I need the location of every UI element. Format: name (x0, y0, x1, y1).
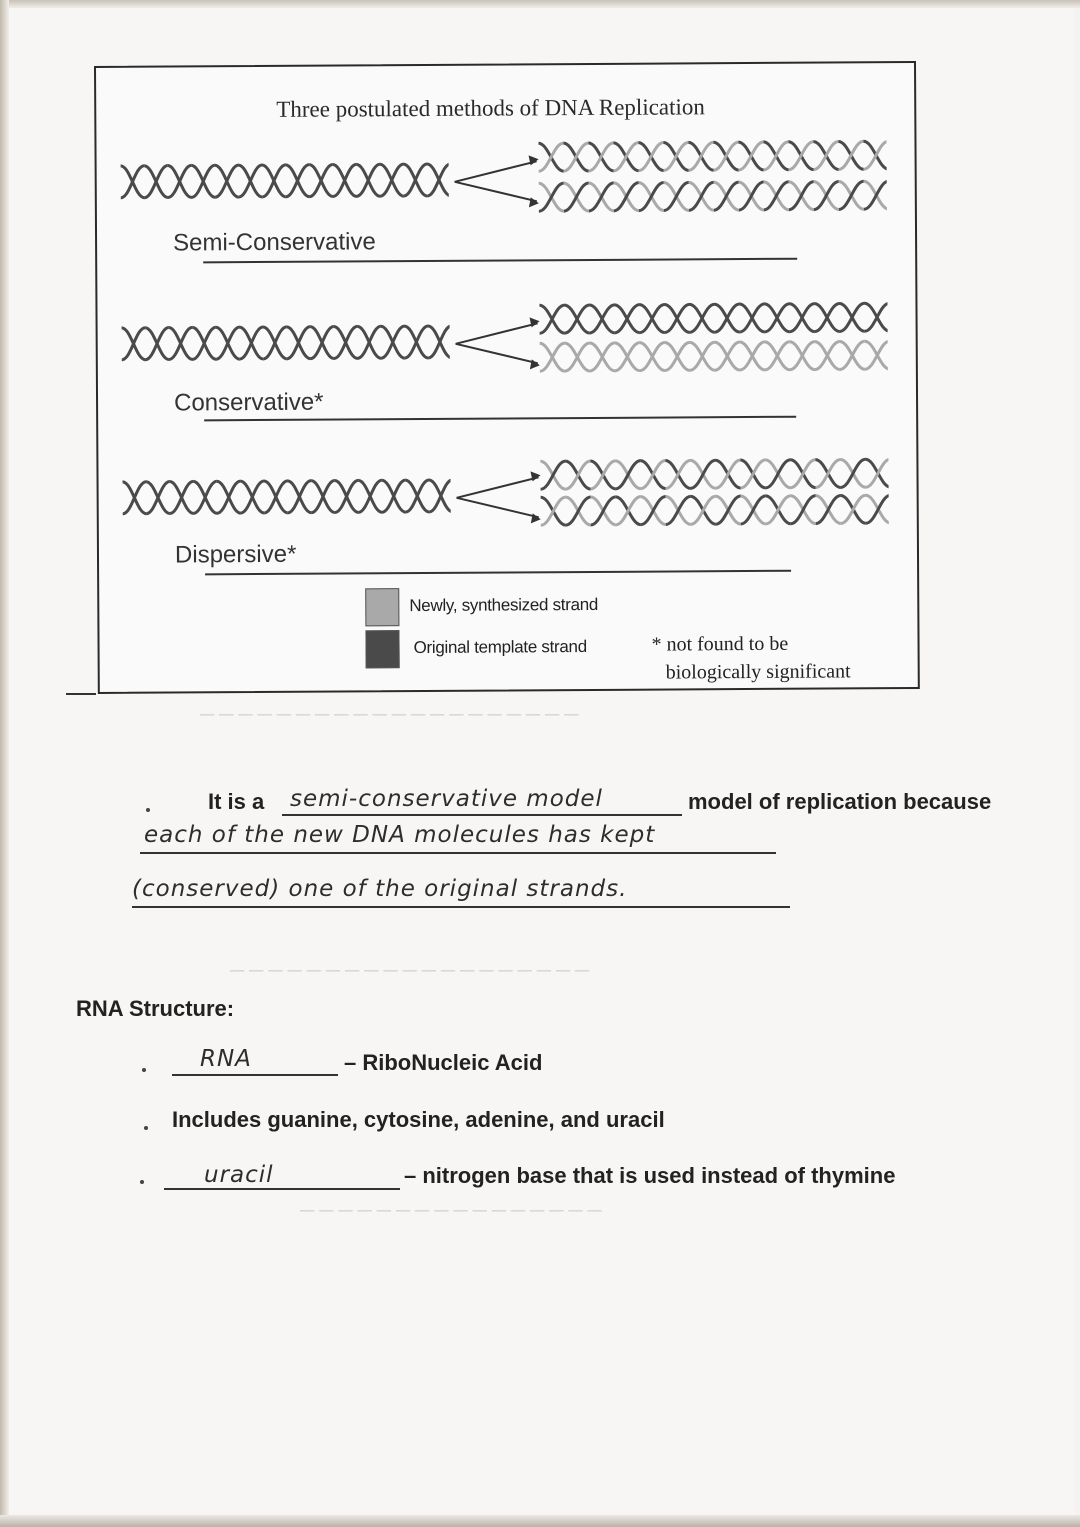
helix-strand (564, 305, 589, 333)
paper-edge-bottom (0, 1515, 1080, 1527)
helix-strand (766, 496, 791, 524)
helix-strand (663, 142, 688, 170)
helix-strand (665, 342, 690, 370)
helix-strand (664, 182, 689, 210)
helix-strand (765, 460, 790, 488)
helix-strand (215, 165, 239, 197)
helix-strand (839, 181, 864, 209)
helix-strand (715, 460, 740, 488)
parent-helix-conservative (120, 320, 450, 366)
replication-line-2: each of the new DNA molecules has kept (144, 822, 656, 848)
replication-prefix: It is a (208, 789, 265, 814)
helix-strand (589, 305, 614, 333)
method-label-semi-conservative: Semi-Conservative (173, 228, 376, 257)
helix-strand (380, 164, 404, 196)
helix-strand (690, 342, 715, 370)
legend-label-original: Original template strand (413, 637, 587, 658)
footnote-line-2: biologically significant (665, 660, 851, 684)
bullet (142, 1068, 146, 1072)
helix-strand (540, 461, 565, 489)
helix-strand (641, 497, 666, 525)
figure-title: Three postulated methods of DNA Replication (276, 94, 705, 122)
helix-strand (640, 343, 665, 371)
answer-line (203, 258, 797, 264)
helix-strand (145, 328, 169, 360)
rna-bases: Includes guanine, cytosine, adenine, and uracil (172, 1107, 665, 1132)
paper-edge-top (0, 0, 1080, 8)
rna-answer: RNA (200, 1046, 252, 1072)
helix-strand (763, 142, 788, 170)
helix-strand (814, 181, 839, 209)
helix-strand (665, 460, 690, 488)
helix-strand (335, 480, 359, 512)
helix-strand (121, 166, 145, 198)
paper-edge-left (0, 0, 9, 1527)
helix-strand (688, 142, 713, 170)
bleed-through-text: ─ ─ ─ ─ ─ ─ ─ ─ ─ ─ ─ ─ ─ ─ ─ ─ (300, 1200, 602, 1222)
daughter-helix-dispersive-2 (539, 489, 889, 531)
helix-strand (639, 305, 664, 333)
helix-strand (689, 182, 714, 210)
helix-strand (264, 481, 288, 513)
helix-strand (309, 165, 333, 197)
helix-strand (740, 460, 765, 488)
helix-strand (591, 497, 616, 525)
helix-strand (738, 142, 763, 170)
helix-strand (814, 303, 839, 331)
bullet (140, 1180, 144, 1184)
helix-strand (790, 342, 815, 370)
daughter-helix-conservative-2 (538, 335, 888, 377)
helix-strand (123, 482, 147, 514)
bleed-through-text: ─ ─ ─ ─ ─ ─ ─ ─ ─ ─ ─ ─ ─ ─ ─ ─ ─ ─ ─ ─ (200, 704, 579, 726)
helix-strand (217, 481, 241, 513)
helix-strand (404, 326, 428, 358)
helix-strand (356, 164, 380, 196)
helix-strand (192, 327, 216, 359)
helix-strand (240, 481, 264, 513)
helix-strand (168, 165, 192, 197)
helix-strand (839, 303, 864, 331)
answer-line (205, 570, 791, 576)
parent-helix-semi (119, 158, 449, 204)
helix-strand (588, 143, 613, 171)
helix-strand (714, 304, 739, 332)
rna-structure-heading: RNA Structure: (76, 996, 235, 1021)
uracil-answer: uracil (204, 1162, 274, 1188)
helix-strand (403, 164, 427, 196)
helix-strand (193, 481, 217, 513)
helix-strand (589, 183, 614, 211)
helix-strand (146, 482, 170, 514)
helix-strand (639, 183, 664, 211)
helix-strand (563, 143, 588, 171)
helix-strand (122, 328, 146, 360)
answer-line (164, 1188, 400, 1190)
helix-strand (144, 166, 168, 198)
uracil-definition: – nitrogen base that is used instead of thymine (404, 1163, 896, 1188)
helix-strand (838, 141, 863, 169)
helix-strand (310, 327, 334, 359)
helix-strand (714, 182, 739, 210)
helix-strand (566, 497, 591, 525)
helix-strand (764, 304, 789, 332)
split-arrow-dispersive (448, 459, 548, 536)
helix-strand (590, 343, 615, 371)
helix-strand (615, 343, 640, 371)
helix-strand (790, 460, 815, 488)
footnote-line-1: * not found to be (651, 632, 789, 656)
replication-line-3: (conserved) one of the original strands. (132, 876, 628, 902)
helix-strand (613, 143, 638, 171)
helix-strand (816, 495, 841, 523)
helix-strand (311, 481, 335, 513)
answer-line (140, 852, 776, 854)
legend-swatch-original (365, 630, 399, 668)
bullet (144, 1126, 148, 1130)
legend-label-new: Newly, synthesized strand (409, 594, 599, 616)
helix-strand (666, 496, 691, 524)
helix-strand (170, 481, 194, 513)
dna-replication-figure (94, 61, 920, 694)
helix-strand (841, 495, 866, 523)
bullet (146, 808, 150, 812)
helix-strand (287, 327, 311, 359)
helix-strand (538, 143, 563, 171)
helix-strand (565, 343, 590, 371)
helix-strand (716, 496, 741, 524)
helix-strand (791, 496, 816, 524)
helix-strand (614, 305, 639, 333)
helix-strand (840, 341, 865, 369)
helix-strand (169, 327, 193, 359)
helix-strand (815, 459, 840, 487)
method-label-dispersive: Dispersive* (174, 540, 297, 569)
helix-strand (789, 182, 814, 210)
helix-strand (764, 182, 789, 210)
helix-strand (741, 496, 766, 524)
answer-line (132, 906, 790, 908)
daughter-helix-semi-2 (537, 175, 887, 217)
helix-strand (540, 343, 565, 371)
helix-strand (840, 459, 865, 487)
answer-line (282, 814, 682, 816)
helix-strand (539, 305, 564, 333)
helix-strand (357, 326, 381, 358)
helix-strand (690, 460, 715, 488)
helix-strand (382, 480, 406, 512)
split-arrow-semi (446, 143, 546, 220)
helix-strand (288, 481, 312, 513)
helix-strand (334, 326, 358, 358)
helix-strand (614, 183, 639, 211)
helix-strand (815, 341, 840, 369)
helix-strand (689, 304, 714, 332)
daughter-helix-semi-1 (536, 135, 886, 177)
helix-strand (191, 165, 215, 197)
helix-strand (263, 327, 287, 359)
bleed-through-text: ─ ─ ─ ─ ─ ─ ─ ─ ─ ─ ─ ─ ─ ─ ─ ─ ─ ─ ─ (230, 960, 590, 982)
answer-line (172, 1074, 338, 1076)
helix-strand (615, 461, 640, 489)
helix-strand (539, 183, 564, 211)
helix-strand (691, 496, 716, 524)
daughter-helix-conservative-1 (537, 297, 887, 339)
replication-answer: semi-conservative model (290, 786, 603, 812)
helix-strand (664, 304, 689, 332)
parent-helix-dispersive (121, 474, 451, 520)
helix-strand (789, 304, 814, 332)
method-label-conservative: Conservative* (173, 388, 324, 417)
helix-strand (333, 164, 357, 196)
helix-strand (813, 141, 838, 169)
helix-strand (405, 480, 429, 512)
helix-strand (541, 497, 566, 525)
helix-strand (765, 342, 790, 370)
helix-strand (638, 143, 663, 171)
helix-strand (590, 461, 615, 489)
helix-strand (565, 461, 590, 489)
replication-suffix: model of replication because (688, 789, 992, 814)
helix-strand (238, 165, 262, 197)
helix-strand (381, 326, 405, 358)
helix-strand (286, 165, 310, 197)
stray-mark (66, 693, 96, 695)
helix-strand (740, 342, 765, 370)
legend-swatch-new (365, 588, 399, 626)
helix-strand (262, 165, 286, 197)
helix-strand (713, 142, 738, 170)
helix-strand (239, 327, 263, 359)
helix-strand (216, 327, 240, 359)
rna-definition: – RiboNucleic Acid (344, 1050, 543, 1075)
helix-strand (616, 497, 641, 525)
helix-strand (564, 183, 589, 211)
helix-strand (739, 182, 764, 210)
helix-strand (788, 142, 813, 170)
helix-strand (640, 461, 665, 489)
helix-strand (739, 304, 764, 332)
helix-strand (715, 342, 740, 370)
split-arrow-conservative (447, 305, 547, 382)
helix-strand (358, 480, 382, 512)
